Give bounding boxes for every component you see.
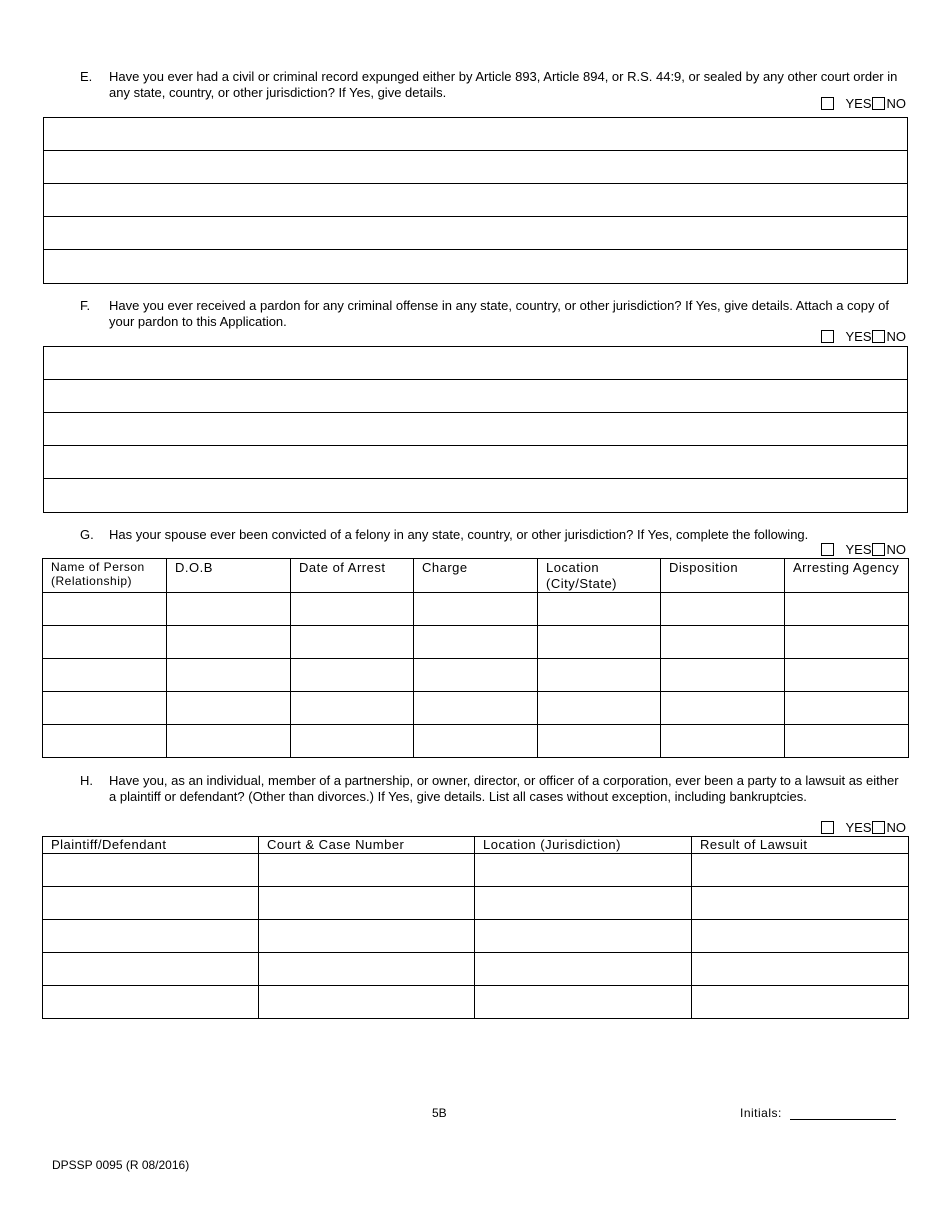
- table-cell[interactable]: [785, 593, 909, 626]
- table-cell[interactable]: [167, 692, 291, 725]
- question-f: [80, 298, 900, 330]
- table-row: [43, 953, 909, 986]
- table-row: [43, 887, 909, 920]
- table-cell[interactable]: [785, 692, 909, 725]
- table-cell[interactable]: [692, 854, 909, 887]
- question-h-no-checkbox[interactable]: [872, 821, 885, 834]
- question-f-details-box: [43, 346, 908, 513]
- table-cell[interactable]: [291, 593, 414, 626]
- table-cell[interactable]: [43, 986, 259, 1019]
- question-h: [80, 773, 900, 805]
- table-cell[interactable]: [43, 692, 167, 725]
- table-cell[interactable]: [538, 725, 661, 758]
- table-cell[interactable]: [475, 854, 692, 887]
- table-cell[interactable]: [538, 593, 661, 626]
- table-cell[interactable]: [414, 593, 538, 626]
- table-cell[interactable]: [692, 953, 909, 986]
- table-cell[interactable]: [43, 854, 259, 887]
- table-cell[interactable]: [661, 692, 785, 725]
- column-header: Plaintiff/Defendant: [43, 837, 259, 854]
- table-cell[interactable]: [475, 953, 692, 986]
- details-line[interactable]: [44, 347, 907, 380]
- table-cell[interactable]: [414, 725, 538, 758]
- lawsuit-table: [42, 836, 909, 1019]
- question-f-yes-no: [821, 330, 906, 344]
- question-f-text: Have you ever received a pardon for any criminal offense in any state, country, or other jurisdiction? If Yes, give details. Attach a copy of your pardon to this Application.: [109, 298, 889, 329]
- table-cell[interactable]: [259, 854, 475, 887]
- column-header: Location (City/State): [538, 559, 661, 593]
- table-cell[interactable]: [291, 725, 414, 758]
- table-cell[interactable]: [291, 659, 414, 692]
- table-header-row: [43, 559, 909, 593]
- column-header: Charge: [414, 559, 538, 593]
- initials-field: [740, 1106, 896, 1120]
- question-e-letter: E.: [80, 69, 93, 84]
- table-cell[interactable]: [43, 659, 167, 692]
- question-h-yes-label: YES: [845, 820, 872, 835]
- table-cell[interactable]: [414, 692, 538, 725]
- details-line[interactable]: [44, 250, 907, 283]
- table-cell[interactable]: [475, 887, 692, 920]
- question-e-no-checkbox[interactable]: [872, 97, 885, 110]
- details-line[interactable]: [44, 217, 907, 250]
- table-cell[interactable]: [538, 659, 661, 692]
- question-e-text: Have you ever had a civil or criminal record expunged either by Article 893, Article 894, or R.S. 44:9, or sealed by any other court order in any state, country, or other jurisdiction? If Yes, give details.: [109, 69, 898, 100]
- table-cell[interactable]: [661, 626, 785, 659]
- page-number: 5B: [432, 1106, 447, 1120]
- question-h-text: Have you, as an individual, member of a partnership, or owner, director, or officer of a corporation, ever been a party to a lawsuit as either a plaintiff or defendant? (Other than divorces.) If Yes, give details. List all cases without exception, including bankruptcies.: [109, 773, 899, 804]
- table-cell[interactable]: [661, 725, 785, 758]
- table-cell[interactable]: [414, 659, 538, 692]
- question-e-yes-label: YES: [845, 96, 872, 111]
- question-g-no-label: NO: [886, 542, 906, 557]
- table-cell[interactable]: [785, 626, 909, 659]
- table-cell[interactable]: [43, 725, 167, 758]
- table-cell[interactable]: [291, 626, 414, 659]
- column-header: Name of Person (Relationship): [43, 559, 167, 593]
- question-e-details-box: [43, 117, 908, 284]
- table-cell[interactable]: [167, 626, 291, 659]
- table-cell[interactable]: [538, 692, 661, 725]
- table-row: [43, 692, 909, 725]
- question-e-no-label: NO: [886, 96, 906, 111]
- details-line[interactable]: [44, 413, 907, 446]
- question-f-no-checkbox[interactable]: [872, 330, 885, 343]
- spouse-conviction-table: [42, 558, 909, 758]
- details-line[interactable]: [44, 479, 907, 512]
- question-h-yes-checkbox[interactable]: [821, 821, 834, 834]
- table-cell[interactable]: [785, 725, 909, 758]
- table-row: [43, 659, 909, 692]
- question-f-letter: F.: [80, 298, 91, 313]
- details-line[interactable]: [44, 151, 907, 184]
- column-header: Date of Arrest: [291, 559, 414, 593]
- table-cell[interactable]: [43, 593, 167, 626]
- table-row: [43, 593, 909, 626]
- details-line[interactable]: [44, 118, 907, 151]
- table-cell[interactable]: [259, 953, 475, 986]
- table-cell[interactable]: [259, 986, 475, 1019]
- table-cell[interactable]: [661, 593, 785, 626]
- question-h-letter: H.: [80, 773, 93, 788]
- table-cell[interactable]: [692, 986, 909, 1019]
- question-g-letter: G.: [80, 527, 94, 542]
- question-g-no-checkbox[interactable]: [872, 543, 885, 556]
- question-g-yes-label: YES: [845, 542, 872, 557]
- table-cell[interactable]: [692, 920, 909, 953]
- table-row: [43, 986, 909, 1019]
- table-header-row: [43, 837, 909, 854]
- question-e: [80, 69, 900, 101]
- table-row: [43, 725, 909, 758]
- table-cell[interactable]: [414, 626, 538, 659]
- details-line[interactable]: [44, 184, 907, 217]
- table-cell[interactable]: [475, 920, 692, 953]
- question-f-yes-label: YES: [845, 329, 872, 344]
- table-cell[interactable]: [167, 725, 291, 758]
- question-g: [80, 527, 900, 543]
- table-cell[interactable]: [43, 626, 167, 659]
- table-row: [43, 854, 909, 887]
- question-f-no-label: NO: [886, 329, 906, 344]
- question-g-yes-no: [821, 543, 906, 557]
- column-header: Location (Jurisdiction): [475, 837, 692, 854]
- question-h-no-label: NO: [886, 820, 906, 835]
- table-cell[interactable]: [259, 887, 475, 920]
- question-g-text: Has your spouse ever been convicted of a felony in any state, country, or other jurisdiction? If Yes, complete the following.: [109, 527, 809, 542]
- details-line[interactable]: [44, 380, 907, 413]
- question-g-yes-checkbox[interactable]: [821, 543, 834, 556]
- table-cell[interactable]: [43, 887, 259, 920]
- column-header: Disposition: [661, 559, 785, 593]
- table-cell[interactable]: [538, 626, 661, 659]
- question-h-yes-no: [821, 821, 906, 835]
- table-cell[interactable]: [475, 986, 692, 1019]
- question-e-yes-checkbox[interactable]: [821, 97, 834, 110]
- form-id: DPSSP 0095 (R 08/2016): [52, 1158, 190, 1172]
- initials-line[interactable]: [790, 1107, 896, 1120]
- table-cell[interactable]: [43, 920, 259, 953]
- column-header: Arresting Agency: [785, 559, 909, 593]
- details-line[interactable]: [44, 446, 907, 479]
- table-cell[interactable]: [167, 593, 291, 626]
- table-cell[interactable]: [43, 953, 259, 986]
- table-cell[interactable]: [661, 659, 785, 692]
- table-cell[interactable]: [167, 659, 291, 692]
- question-e-yes-no: [821, 97, 906, 111]
- table-row: [43, 920, 909, 953]
- table-row: [43, 626, 909, 659]
- table-cell[interactable]: [785, 659, 909, 692]
- question-f-yes-checkbox[interactable]: [821, 330, 834, 343]
- column-header: D.O.B: [167, 559, 291, 593]
- initials-label: Initials:: [740, 1106, 782, 1120]
- column-header: Court & Case Number: [259, 837, 475, 854]
- table-cell[interactable]: [291, 692, 414, 725]
- column-header: Result of Lawsuit: [692, 837, 909, 854]
- table-cell[interactable]: [259, 920, 475, 953]
- table-cell[interactable]: [692, 887, 909, 920]
